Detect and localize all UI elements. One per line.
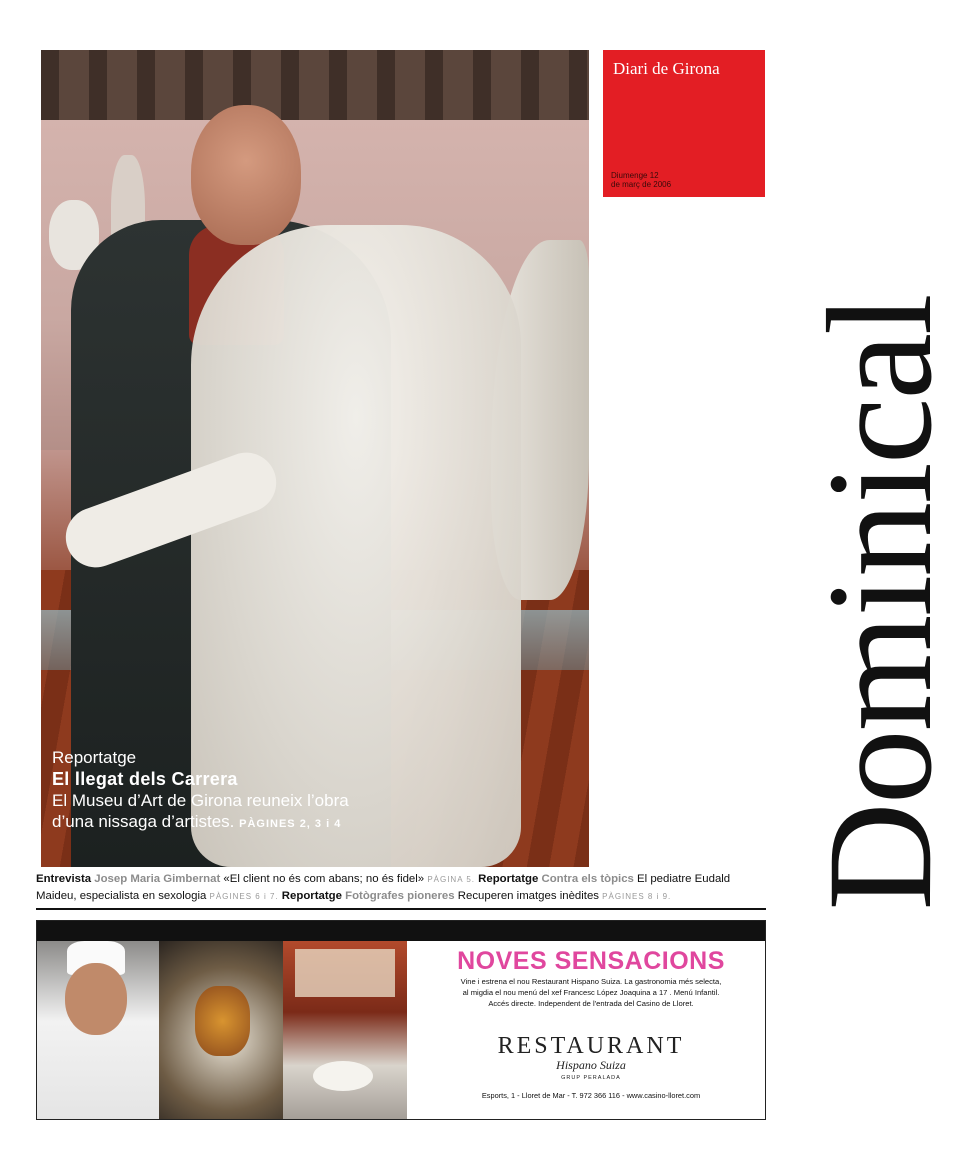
museum-ceiling xyxy=(41,50,589,120)
teaser-3-text: Recuperen imatges inèdites xyxy=(454,890,603,902)
teaser-3-page: PÀGINES 8 i 9. xyxy=(602,892,672,901)
man-head xyxy=(191,105,301,245)
ad-line-1: Vine i estrena el nou Restaurant Hispano Suiza. La gastronomia més selecta, xyxy=(460,977,722,986)
teaser-2-page: PÀGINES 6 i 7. xyxy=(209,892,279,901)
ad-text-block xyxy=(417,941,765,1100)
cover-headline: El llegat dels Carrera xyxy=(52,769,238,789)
divider xyxy=(36,908,766,910)
teaser-3-label: Reportatge xyxy=(278,890,342,902)
cover-section: Reportatge xyxy=(52,748,137,767)
teaser-3-name: Fotògrafes pioneres xyxy=(345,890,455,902)
ad-dish-photo xyxy=(159,941,283,1119)
teaser-2-label: Reportatge xyxy=(475,873,539,885)
ad-line-3: Accés directe. Independent de l'entrada del Casino de Lloret. xyxy=(488,999,694,1008)
restaurant-logo-script: Hispano Suiza xyxy=(556,1058,626,1072)
ad-line-2: al migdia el nou menú del xef Francesc López Joaquina a 17 . Menú Infantil. xyxy=(462,988,720,997)
masthead xyxy=(603,50,765,197)
ad-top-bar xyxy=(37,921,765,941)
cover-body-text: El Museu d’Art de Girona reuneix l’obra d’una nissaga d’artistes. xyxy=(52,791,349,831)
issue-date-line2: de març de 2006 xyxy=(611,180,672,189)
ad-chef-photo xyxy=(37,941,159,1119)
teaser-1-text: «El client no és com abans; no és fidel» xyxy=(220,873,428,885)
ad-address: Esports, 1 - Lloret de Mar - T. 972 366 116 - www.casino-lloret.com xyxy=(481,1091,701,1100)
group-name: GRUP PERALADA xyxy=(561,1075,621,1081)
teaser-1-label: Entrevista xyxy=(36,873,92,885)
issue-date-line1: Diumenge 12 xyxy=(611,171,659,180)
supplement-title: Dominical xyxy=(797,295,963,911)
ad-title: NOVES SENSACIONS xyxy=(457,947,725,975)
teaser-2-name: Contra els tòpics xyxy=(541,873,634,885)
cover-pages: PÀGINES 2, 3 i 4 xyxy=(239,818,342,830)
teaser-2-text: El pediatre Eudald Maideu, especialista en sexologia xyxy=(36,873,731,902)
teaser-1-page: PÀGINA 5. xyxy=(427,875,475,884)
restaurant-logo: RESTAURANT xyxy=(497,1033,685,1059)
issue-date xyxy=(611,171,671,189)
restaurant-ad xyxy=(36,920,766,1120)
dining-plate xyxy=(313,1061,373,1091)
newspaper-name: Diari de Girona xyxy=(613,59,720,78)
cover-caption xyxy=(52,748,392,835)
cover-photo xyxy=(41,50,589,867)
dining-window xyxy=(295,949,395,997)
dish-food xyxy=(195,986,250,1056)
teaser-1-name: Josep Maria Gimbernat xyxy=(94,873,221,885)
ad-dining-room-photo xyxy=(283,941,407,1119)
cover-body xyxy=(52,790,392,835)
teaser-line xyxy=(36,871,766,905)
chef-face xyxy=(65,963,127,1035)
